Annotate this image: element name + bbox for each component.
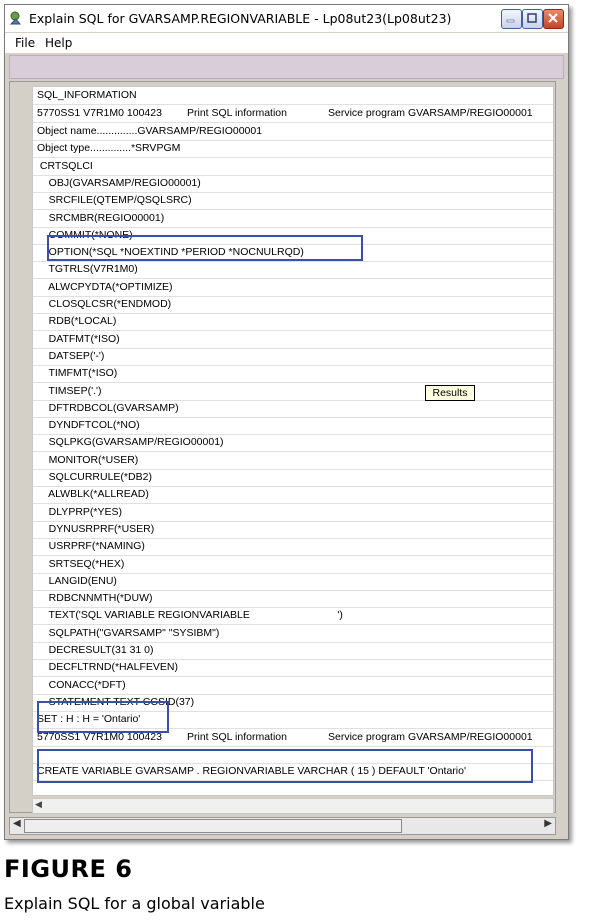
banner-row-2 [33,729,553,747]
result-line [33,331,553,349]
figure-title: FIGURE 6 [4,855,133,883]
title-bar[interactable] [5,5,568,32]
result-line [33,556,553,574]
maximize-icon [526,12,538,24]
banner-heading: Print SQL information [187,107,287,119]
horizontal-scrollbar[interactable] [9,817,556,835]
result-line [33,625,553,643]
window-title: Explain SQL for GVARSAMP.REGIONVARIABLE - Lp08ut23(Lp08ut23) [29,11,452,26]
result-line [33,383,553,401]
result-line-text: DECFLTRND(*HALFEVEN) [37,661,178,674]
result-line [33,711,553,729]
toolbar [9,55,564,79]
create-statement-text: CREATE VARIABLE GVARSAMP . REGIONVARIABLE VARCHAR ( 15 ) DEFAULT 'Ontario' [37,765,466,778]
result-line-text: CONACC(*DFT) [37,678,126,691]
result-line [33,659,553,677]
result-line [33,123,553,141]
banner-heading: Print SQL information [187,730,287,743]
result-line [33,227,553,245]
result-line-text: ALWBLK(*ALLREAD) [37,488,149,501]
result-line-text: Object type..............*SRVPGM [37,142,181,155]
menu-file[interactable]: File [15,36,36,50]
result-line-text: DATFMT(*ISO) [37,332,120,345]
result-line-text: DECRESULT(31 31 0) [37,644,154,656]
result-line [33,434,553,452]
result-line-text: DYNUSRPRF(*USER) [37,522,155,535]
header-text: SQL_INFORMATION [37,89,137,101]
result-line [33,590,553,608]
blank-row [33,746,553,764]
result-line-text: DLYPRP(*YES) [37,505,122,518]
banner-program: Service program GVARSAMP/REGIO00001 [328,730,533,743]
result-line-text: USRPRF(*NAMING) [37,540,145,553]
result-line-text: STATEMENT TEXT CCSID(37) [37,695,195,708]
scroll-left-icon[interactable]: ◀ [13,818,21,829]
result-line-text: SRCFILE(QTEMP/QSQLSRC) [37,194,192,207]
result-line-text: TIMSEP('.') [37,384,102,397]
result-line-text: ALWCPYDTA(*OPTIMIZE) [37,280,173,293]
result-line [33,400,553,418]
scrollbar-thumb[interactable] [24,819,402,833]
result-line [33,521,553,539]
result-line [33,296,553,314]
app-icon [8,10,24,26]
maximize-button[interactable] [522,9,543,29]
result-line [33,140,553,158]
scroll-left-icon[interactable]: ◀ [35,800,42,810]
result-line-text: SRCMBR(REGIO00001) [37,211,165,224]
result-line [33,175,553,193]
result-line [33,192,553,210]
figure-caption: Explain SQL for a global variable [4,894,265,913]
result-line-text: SQLPATH("GVARSAMP" "SYSIBM") [37,626,220,639]
inner-horizontal-scrollbar[interactable] [32,798,554,814]
banner-row [33,105,553,123]
result-line-text: DFTRDBCOL(GVARSAMP) [37,401,179,414]
result-line-text: RDB(*LOCAL) [37,315,117,328]
result-line-text: OBJ(GVARSAMP/REGIO00001) [37,176,201,189]
result-line [33,261,553,279]
content-pane [9,81,556,813]
result-line-text: OPTION(*SQL *NOEXTIND *PERIOD *NOCNULRQD) [37,246,304,259]
close-button[interactable] [543,9,564,29]
result-line [33,469,553,487]
result-line [33,313,553,331]
result-line [33,607,553,625]
banner-product: 5770SS1 V7R1M0 100423 [37,107,162,119]
result-line-text: TEXT('SQL VARIABLE REGIONVARIABLE ') [37,609,343,622]
result-line [33,677,553,695]
result-line-text: DATSEP('-') [37,349,105,362]
result-line [33,244,553,262]
menu-bar [5,33,568,53]
result-line-text: TGTRLS(V7R1M0) [37,263,138,276]
results-header [33,87,553,105]
result-line [33,210,553,228]
result-line-text: MONITOR(*USER) [37,453,139,466]
result-line [33,642,553,660]
menu-help[interactable]: Help [45,36,73,50]
results-tooltip: Results [425,385,475,401]
result-line-text: SQLPKG(GVARSAMP/REGIO00001) [37,436,224,449]
result-line-text: SET : H : H = 'Ontario' [37,713,141,726]
result-line-text: RDBCNNMTH(*DUW) [37,592,153,605]
result-line [33,573,553,591]
result-line [33,158,553,176]
result-line-text: SRTSEQ(*HEX) [37,557,125,570]
result-line-text: Object name..............GVARSAMP/REGIO00001 [37,125,263,137]
result-line [33,452,553,470]
result-line-text: CLOSQLCSR(*ENDMOD) [37,298,172,310]
result-line [33,486,553,504]
result-line [33,279,553,297]
close-icon [547,12,559,24]
scroll-right-icon[interactable]: ▶ [544,818,552,829]
result-line [33,694,553,712]
result-line [33,417,553,435]
banner-program: Service program GVARSAMP/REGIO00001 [328,107,533,119]
explain-sql-window [4,4,569,840]
result-line [33,538,553,556]
result-line-text: CRTSQLCI [37,159,93,172]
results-list[interactable] [32,86,554,796]
banner-product: 5770SS1 V7R1M0 100423 [37,730,162,743]
result-line [33,365,553,383]
result-line-text: COMMIT(*NONE) [37,228,133,241]
result-line-text: SQLCURRULE(*DB2) [37,471,152,483]
result-line-text: TIMFMT(*ISO) [37,367,118,380]
result-line-text: LANGID(ENU) [37,574,117,587]
result-line [33,504,553,522]
create-statement-row [33,763,553,781]
result-line-text: DYNDFTCOL(*NO) [37,419,140,432]
result-line [33,348,553,366]
minimize-button[interactable] [501,9,522,29]
minimize-icon [505,12,517,24]
